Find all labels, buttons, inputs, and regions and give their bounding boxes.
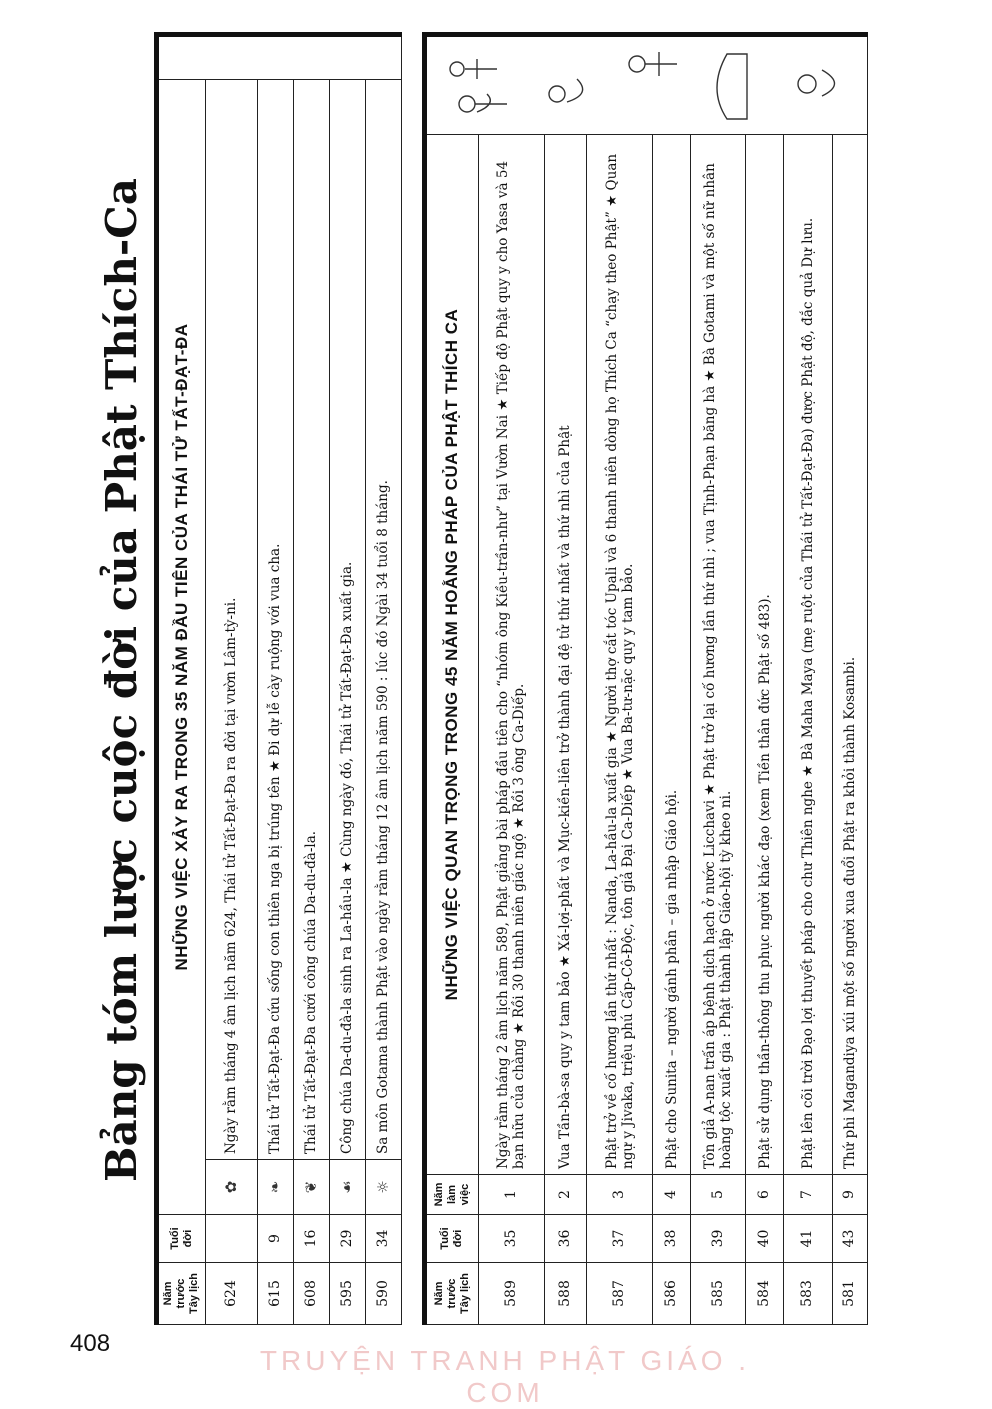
age-cell: 29 [329, 1215, 365, 1263]
event-text: Công chúa Da-du-đà-la sinh ra La-hầu-la ★ Cùng ngày đó, Thái tử Tất-Đạt-Đa xuất gia. [329, 79, 365, 1159]
age-cell: 34 [365, 1215, 401, 1263]
work-year-cell: 4 [653, 1175, 691, 1215]
event-text: Phật trở về cố hương lần thứ nhất : Nanda, La-hầu-la xuất gia ★ Người thợ cắt tóc Upali và 6 thanh niên dòng họ Thích Ca “chạy theo Phật” ★ Quan ngự y Jivaka, triệu phú Cấp-Cô-Độc, tôn giả Đại Ca-Diếp ★ Vua Ba-tư-nặc quy y tam bảo. [587, 135, 653, 1175]
event-text: Phật lên cõi trời Đạo lợi thuyết pháp cho chư Thiên nghe ★ Bà Maha Maya (mẹ ruột của Thái tử Tất-Đạt-Đa) được Phật độ, đắc quả Dự lưu. [783, 135, 832, 1175]
year-cell: 589 [478, 1263, 544, 1325]
watermark: TRUYỆN TRANH PHẬT GIÁO . COM [259, 1345, 751, 1408]
event-text: Thái tử Tất-Đạt-Đa cưới công chúa Da-du-đà-la. [293, 79, 329, 1159]
swan-icon: ❧ [257, 1160, 293, 1215]
age-cell: 41 [783, 1215, 832, 1263]
year-cell: 583 [783, 1263, 832, 1325]
age-cell: 35 [478, 1215, 544, 1263]
age-cell: 9 [257, 1215, 293, 1263]
event-text: Ngày rằm tháng 4 âm lịch năm 624, Thái tử Tất-Đạt-Đa ra đời tại vườn Lâm-tỳ-ni. [205, 79, 257, 1159]
event-text: Thái tử Tất-Đạt-Đa cứu sống con thiên nga bị trúng tên ★ Đi dự lễ cày ruộng với vua cha. [257, 79, 293, 1159]
age-cell: 16 [293, 1215, 329, 1263]
column-header-age: Tuổi đời [157, 1215, 206, 1263]
column-header-year: Năm trước Tây lịch [157, 1263, 206, 1325]
year-cell: 584 [746, 1263, 784, 1325]
work-year-cell: 5 [691, 1175, 746, 1215]
event-text: Phật sử dụng thần-thông thu phục người khác đạo (xem Tiền thân đức Phật số 483). [746, 135, 784, 1175]
event-text: Tôn giả A-nan trấn áp bệnh dịch hạch ở nước Licchavi ★ Phật trở lại cố hương lần thứ nhì ; vua Tịnh-Phạn băng hà ★ Bà Gotami và một số nữ nhân hoàng tộc xuất gia : Phật thành lập Giáo-hội tỳ kheo ni. [691, 135, 746, 1175]
column-header-year: Năm trước Tây lịch [425, 1263, 479, 1325]
year-cell: 595 [329, 1263, 365, 1325]
early-life-table [154, 32, 402, 1325]
teaching-years-table [422, 32, 868, 1325]
renunciation-icon: ☙ [329, 1160, 365, 1215]
year-cell: 588 [545, 1263, 587, 1325]
year-cell: 585 [691, 1263, 746, 1325]
birth-icon: ✿ [205, 1160, 257, 1215]
illustration-panel [157, 34, 402, 79]
illustration-panel [425, 35, 868, 135]
age-cell: 43 [832, 1215, 867, 1263]
work-year-cell: 3 [587, 1175, 653, 1215]
year-cell: 624 [205, 1263, 257, 1325]
work-year-cell: 2 [545, 1175, 587, 1215]
age-cell: 39 [691, 1215, 746, 1263]
column-header-age: Tuổi đời [425, 1215, 479, 1263]
rotated-page-content [92, 35, 912, 1325]
year-cell: 608 [293, 1263, 329, 1325]
column-header-work-year: Năm làm việc [425, 1175, 479, 1215]
event-text: Vua Tần-bà-sa quy y tam bảo ★ Xá-lợi-phất và Mục-kiền-liên trở thành đại đệ tử thứ nhất và thứ nhì của Phật [545, 135, 587, 1175]
year-cell: 586 [653, 1263, 691, 1325]
age-cell: 40 [746, 1215, 784, 1263]
age-cell: 37 [587, 1215, 653, 1263]
event-text: Ngày rằm tháng 2 âm lịch năm 589, Phật giảng bài pháp đầu tiên cho “nhóm ông Kiều-trần-như” tại Vườn Nai ★ Tiếp độ Phật quy y cho Yasa và 54 bạn hữu của chàng ★ Rồi 30 thanh niên giác ngộ ★ Rồi 3 ông Ca-Diếp. [478, 135, 544, 1175]
work-year-cell: 1 [478, 1175, 544, 1215]
page-number: 408 [70, 1330, 111, 1357]
work-year-cell: 6 [746, 1175, 784, 1215]
enlightenment-icon: ☼ [365, 1160, 401, 1215]
section-heading: NHỮNG VIỆC XẢY RA TRONG 35 NĂM ĐẦU TIÊN CỦA THÁI TỬ TẤT-ĐẠT-ĐA [157, 79, 206, 1214]
year-cell: 615 [257, 1263, 293, 1325]
work-year-cell: 7 [783, 1175, 832, 1215]
event-text: Phật cho Sunita – người gánh phân – gia nhập Giáo hội. [653, 135, 691, 1175]
event-text: Sa môn Gotama thành Phật vào ngày rằm tháng 12 âm lịch năm 590 : lúc đó Ngài 34 tuổi 8 tháng. [365, 79, 401, 1159]
year-cell: 581 [832, 1263, 867, 1325]
year-cell: 587 [587, 1263, 653, 1325]
page-title: Bảng tóm lược cuộc đời của Phật Thích-Ca [97, 178, 146, 1182]
age-cell [205, 1215, 257, 1263]
work-year-cell: 9 [832, 1175, 867, 1215]
age-cell: 38 [653, 1215, 691, 1263]
event-text: Thứ phi Magandiya xúi một số người xua đuổi Phật ra khỏi thành Kosambi. [832, 135, 867, 1175]
scene-illustrations [427, 34, 867, 134]
wedding-icon: ❦ [293, 1160, 329, 1215]
year-cell: 590 [365, 1263, 401, 1325]
section-heading: NHỮNG VIỆC QUAN TRỌNG TRONG 45 NĂM HOẰNG PHÁP CỦA PHẬT THÍCH CA [425, 135, 479, 1175]
age-cell: 36 [545, 1215, 587, 1263]
